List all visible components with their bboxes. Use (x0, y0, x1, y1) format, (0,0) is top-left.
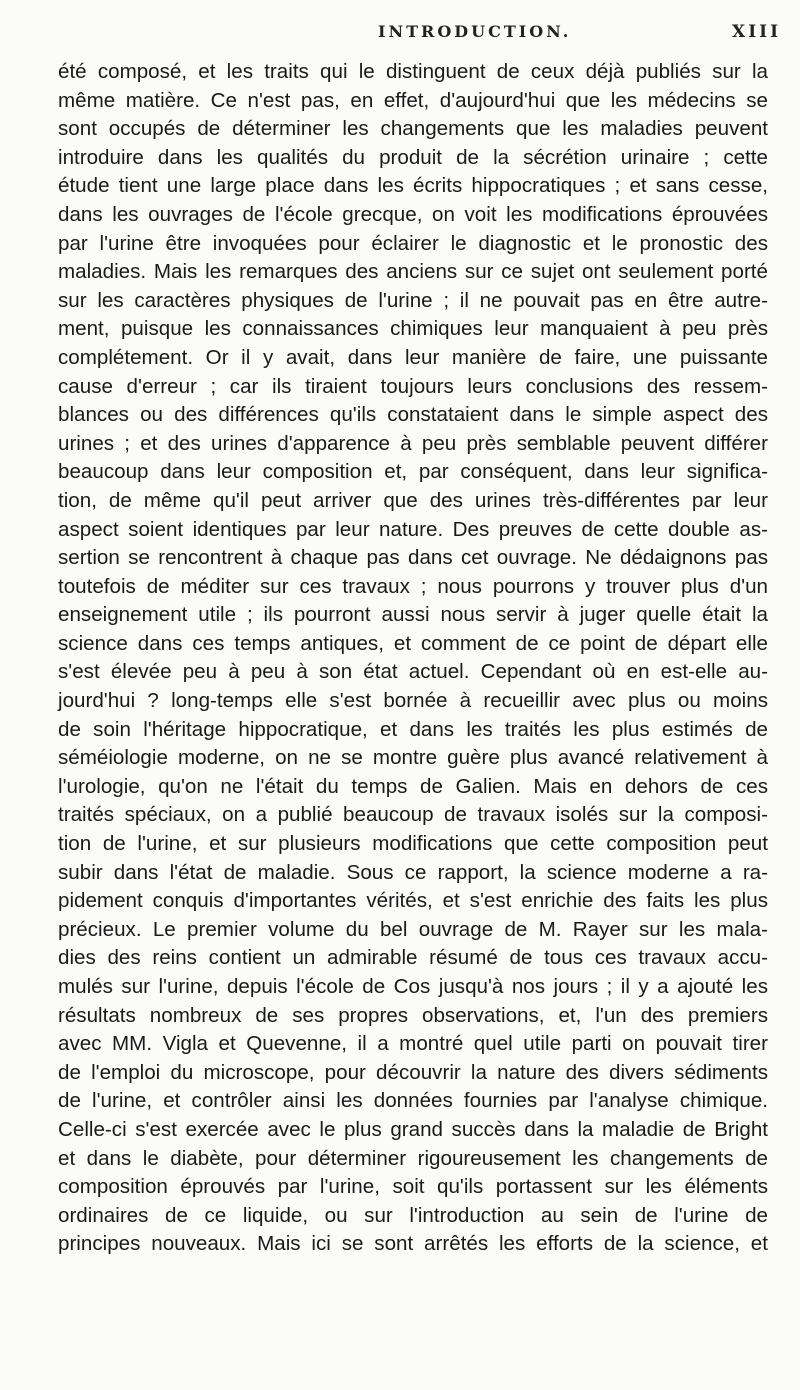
text-line: beaucoup dans leur composition et, par conséquent, dans leur significa- (58, 460, 768, 484)
text-line: Celle-ci s'est exercée avec le plus grand succès dans la maladie de Bright (58, 1117, 768, 1141)
text-line: science dans ces temps antiques, et comment de ce point de départ elle (58, 631, 768, 655)
text-line: toutefois de méditer sur ces travaux ; nous pourrons y trouver plus d'un (58, 574, 768, 598)
text-line: urines ; et des urines d'apparence à peu près semblable peuvent différer (58, 431, 768, 455)
text-line: s'est élevée peu à peu à son état actuel. Cependant où en est-elle au- (58, 660, 768, 684)
text-line: sertion se rencontrent à chaque pas dans cet ouvrage. Ne dédaignons pas (58, 546, 768, 570)
text-line: et dans le diabète, pour déterminer rigoureusement les changements de (58, 1146, 768, 1170)
text-line: de soin l'héritage hippocratique, et dans les traités les plus estimés de (58, 717, 768, 741)
text-line: complétement. Or il y avait, dans leur manière de faire, une puissante (58, 345, 768, 369)
running-title: INTRODUCTION. (378, 22, 572, 41)
text-line: sont occupés de déterminer les changements que les maladies peuvent (58, 117, 768, 141)
text-line: composition éprouvés par l'urine, soit qu'ils portassent sur les éléments (58, 1175, 768, 1199)
page-number: XIII (732, 22, 782, 42)
text-line: dans les ouvrages de l'école grecque, on voit les modifications éprouvées (58, 202, 768, 226)
text-line: ment, puisque les connaissances chimiques leur manquaient à peu près (58, 317, 768, 341)
text-line: tion, de même qu'il peut arriver que des urines très-différentes par leur (58, 488, 768, 512)
text-line: l'urologie, qu'on ne l'était du temps de Galien. Mais en dehors de ces (58, 774, 768, 798)
text-line: même matière. Ce n'est pas, en effet, d'aujourd'hui que les médecins se (58, 88, 768, 112)
text-line: jourd'hui ? long-temps elle s'est bornée à recueillir avec plus ou moins (58, 689, 768, 713)
text-line: maladies. Mais les remarques des anciens sur ce sujet ont seulement porté (58, 260, 768, 284)
text-line: aspect soient identiques par leur nature. Des preuves de cette double as- (58, 517, 768, 541)
text-line: résultats nombreux de ses propres observations, et, l'un des premiers (58, 1003, 768, 1027)
text-line: cause d'erreur ; car ils tiraient toujours leurs conclusions des ressem- (58, 374, 768, 398)
text-line: ordinaires de ce liquide, ou sur l'introduction au sein de l'urine de (58, 1203, 768, 1227)
text-line: traités spéciaux, on a publié beaucoup de travaux isolés sur la composi- (58, 803, 768, 827)
text-line: précieux. Le premier volume du bel ouvrage de M. Rayer sur les mala- (58, 917, 768, 941)
text-line: principes nouveaux. Mais ici se sont arrêtés les efforts de la science, et (58, 1232, 768, 1256)
text-line: mulés sur l'urine, depuis l'école de Cos jusqu'à nos jours ; il y a ajouté les (58, 975, 768, 998)
text-line: blances ou des différences qu'ils constataient dans le simple aspect des (58, 403, 768, 427)
text-line: sur les caractères physiques de l'urine ; il ne pouvait pas en être autre- (58, 288, 768, 312)
text-line: enseignement utile ; ils pourront aussi nous servir à juger quelle était la (58, 603, 768, 627)
text-line: avec MM. Vigla et Quevenne, il a montré quel utile parti on pouvait tirer (58, 1032, 768, 1056)
text-line: pidement conquis d'importantes vérités, et s'est enrichie des faits les plus (58, 889, 768, 913)
text-line: introduire dans les qualités du produit de la sécrétion urinaire ; cette (58, 145, 768, 169)
text-line: séméiologie moderne, on ne se montre guère plus avancé relativement à (58, 746, 768, 770)
text-line: subir dans l'état de maladie. Sous ce rapport, la science moderne a ra- (58, 860, 768, 884)
text-line: dies des reins contient un admirable résumé de tous ces travaux accu- (58, 946, 768, 970)
text-line: par l'urine être invoquées pour éclairer le diagnostic et le pronostic des (58, 231, 768, 255)
text-line: été composé, et les traits qui le distinguent de ceux déjà publiés sur la (58, 60, 768, 83)
text-line: de l'emploi du microscope, pour découvrir la nature des divers sédiments (58, 1060, 768, 1084)
body-paragraph (58, 58, 768, 1259)
text-line: tion de l'urine, et sur plusieurs modifications que cette composition peut (58, 832, 768, 856)
text-line: étude tient une large place dans les écrits hippocratiques ; et sans cesse, (58, 174, 768, 198)
running-head (0, 22, 800, 52)
text-line: de l'urine, et contrôler ainsi les données fournies par l'analyse chimique. (58, 1089, 768, 1113)
